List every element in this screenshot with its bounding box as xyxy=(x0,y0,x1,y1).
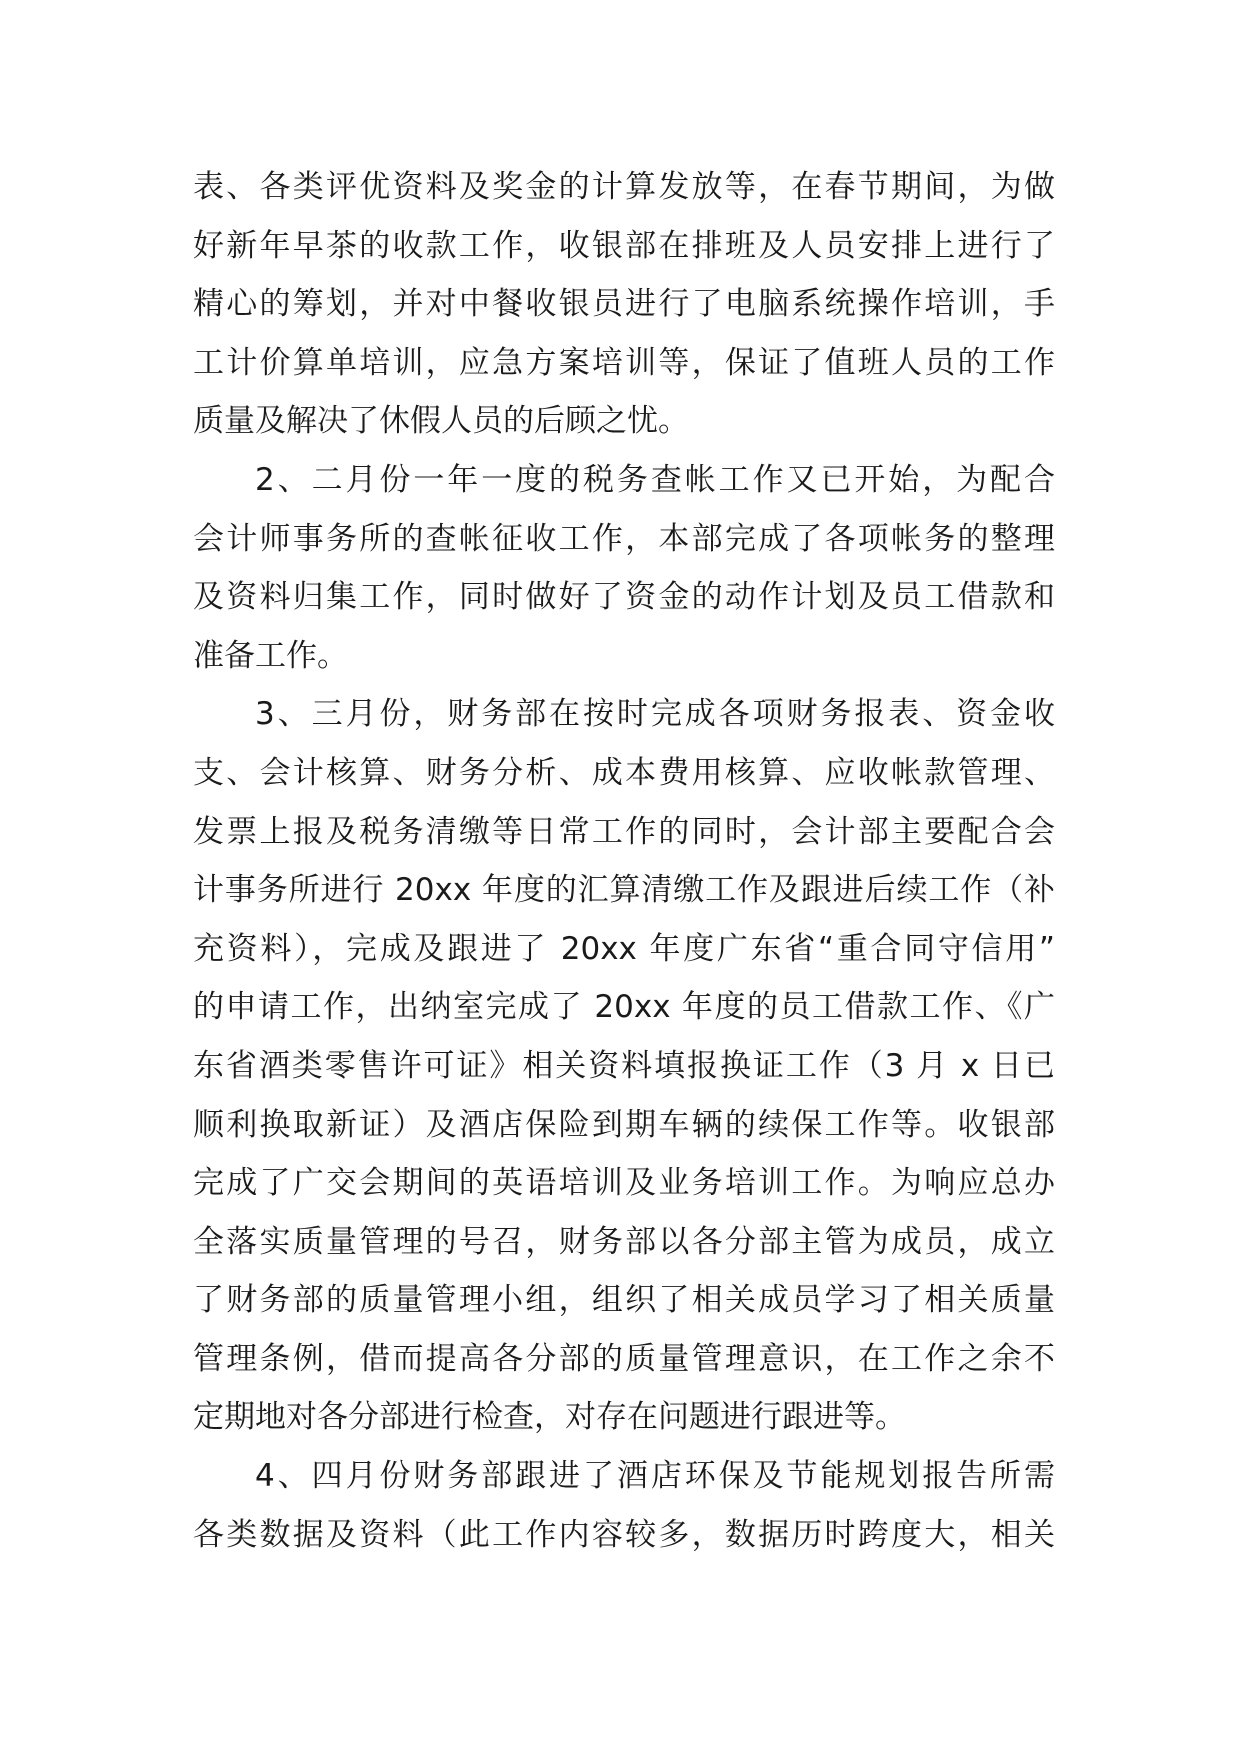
paragraph-start-line: 3、三月份，财务部在按时完成各项财务报表、资金收 xyxy=(255,696,1055,733)
text-line: 定期地对各分部进行检查，对存在问题进行跟进等。 xyxy=(193,1399,906,1436)
text-line: 各类数据及资料（此工作内容较多，数据历时跨度大，相关 xyxy=(193,1516,1055,1553)
text-line: 了财务部的质量管理小组，组织了相关成员学习了相关质量 xyxy=(193,1282,1055,1319)
text-line: 完成了广交会期间的英语培训及业务培训工作。为响应总办 xyxy=(193,1165,1055,1202)
paragraph-start-line: 4、四月份财务部跟进了酒店环保及节能规划报告所需 xyxy=(255,1458,1055,1495)
text-line: 充资料），完成及跟进了 20xx 年度广东省“重合同守信用” xyxy=(193,930,1055,967)
body-text xyxy=(193,158,1055,1564)
text-line: 支、会计核算、财务分析、成本费用核算、应收帐款管理、 xyxy=(193,754,1055,791)
text-line: 表、各类评优资料及奖金的计算发放等，在春节期间，为做 xyxy=(193,169,1055,205)
text-line: 顺利换取新证）及酒店保险到期车辆的续保工作等。收银部 xyxy=(193,1106,1055,1143)
text-line: 全落实质量管理的号召，财务部以各分部主管为成员，成立 xyxy=(193,1223,1055,1260)
text-line: 计事务所进行 20xx 年度的汇算清缴工作及跟进后续工作（补 xyxy=(193,872,1055,909)
paragraph-start-line: 2、二月份一年一度的税务查帐工作又已开始，为配合 xyxy=(255,461,1055,498)
text-line: 发票上报及税务清缴等日常工作的同时，会计部主要配合会 xyxy=(193,813,1055,850)
text-line: 质量及解决了休假人员的后顾之忧。 xyxy=(193,403,689,440)
text-line: 工计价算单培训，应急方案培训等，保证了值班人员的工作 xyxy=(193,344,1055,381)
text-line: 东省酒类零售许可证》相关资料填报换证工作（3 月 x 日已 xyxy=(193,1047,1055,1084)
text-line: 会计师事务所的查帐征收工作，本部完成了各项帐务的整理 xyxy=(193,520,1055,557)
text-line: 的申请工作，出纳室完成了 20xx 年度的员工借款工作、《广 xyxy=(193,989,1055,1026)
text-line: 准备工作。 xyxy=(193,637,348,674)
text-line: 及资料归集工作，同时做好了资金的动作计划及员工借款和 xyxy=(193,579,1055,616)
text-line: 精心的筹划，并对中餐收银员进行了电脑系统操作培训，手 xyxy=(193,286,1055,323)
text-line: 好新年早茶的收款工作，收银部在排班及人员安排上进行了 xyxy=(193,227,1055,264)
text-line: 管理条例，借而提高各分部的质量管理意识，在工作之余不 xyxy=(193,1340,1055,1377)
